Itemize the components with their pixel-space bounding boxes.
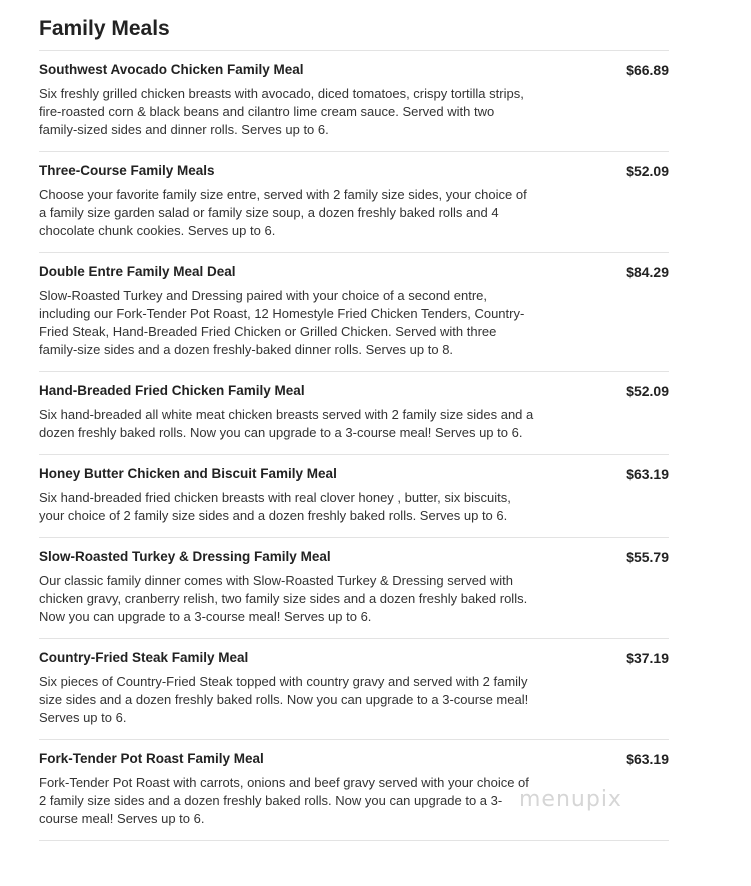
item-description: Six hand-breaded all white meat chicken breasts served with 2 family size sides and a dozen freshly baked rolls. Now you can upgrade to a 3-course meal! Serves up to 6. [39,407,534,440]
item-name: Southwest Avocado Chicken Family Meal [39,62,304,77]
watermark-logo: menupix [519,787,622,812]
item-price: $66.89 [626,62,669,78]
item-price: $37.19 [626,650,669,666]
section-title: Family Meals [39,14,669,51]
item-price: $52.09 [626,383,669,399]
item-price: $52.09 [626,163,669,179]
item-name: Country-Fried Steak Family Meal [39,650,249,665]
menu-item [39,253,669,372]
menu-item [39,639,669,740]
item-name: Slow-Roasted Turkey & Dressing Family Meal [39,549,331,564]
item-description: Six freshly grilled chicken breasts with avocado, diced tomatoes, crispy tortilla strips, fire-roasted corn & black beans and cilantro lime cream sauce. Served with two family-sized sides and dinner rolls. Serves up to 6. [39,86,524,137]
item-name: Honey Butter Chicken and Biscuit Family Meal [39,466,337,481]
item-description: Six hand-breaded fried chicken breasts with real clover honey , butter, six biscuits, your choice of 2 family size sides and a dozen freshly baked rolls. Serves up to 6. [39,490,511,523]
item-price: $63.19 [626,466,669,482]
item-description: Slow-Roasted Turkey and Dressing paired with your choice of a second entre, including our Fork-Tender Pot Roast, 12 Homestyle Fried Chicken Tenders, Country-Fried Steak, Hand-Breaded Fried Chicken or Grilled Chicken. Served with three family-size sides and a dozen freshly-baked dinner rolls. Serves up to 8. [39,288,525,357]
menu-item [39,51,669,152]
menu-item [39,372,669,455]
menu-item [39,538,669,639]
menu-section [39,14,669,841]
item-description: Our classic family dinner comes with Slow-Roasted Turkey & Dressing served with chicken gravy, cranberry relish, two family size sides and a dozen freshly baked rolls. Now you can upgrade to a 3-course meal! Serves up to 6. [39,573,528,624]
item-name: Three-Course Family Meals [39,163,215,178]
item-description: Choose your favorite family size entre, served with 2 family size sides, your choice of a family size garden salad or family size soup, a dozen freshly baked rolls and 4 chocolate chunk cookies. Serves up to 6. [39,187,527,238]
menu-item [39,740,669,841]
item-name: Fork-Tender Pot Roast Family Meal [39,751,264,766]
item-name: Hand-Breaded Fried Chicken Family Meal [39,383,305,398]
item-price: $84.29 [626,264,669,280]
item-name: Double Entre Family Meal Deal [39,264,236,279]
item-description: Six pieces of Country-Fried Steak topped with country gravy and served with 2 family size sides and a dozen freshly baked rolls. Now you can upgrade to a 3-course meal! Serves up to 6. [39,674,529,725]
item-description: Fork-Tender Pot Roast with carrots, onions and beef gravy served with your choice of 2 family size sides and a dozen freshly baked rolls. Now you can upgrade to a 3-course meal! Serves up to 6. [39,775,529,826]
item-price: $55.79 [626,549,669,565]
menu-item [39,152,669,253]
menu-item [39,455,669,538]
item-price: $63.19 [626,751,669,767]
